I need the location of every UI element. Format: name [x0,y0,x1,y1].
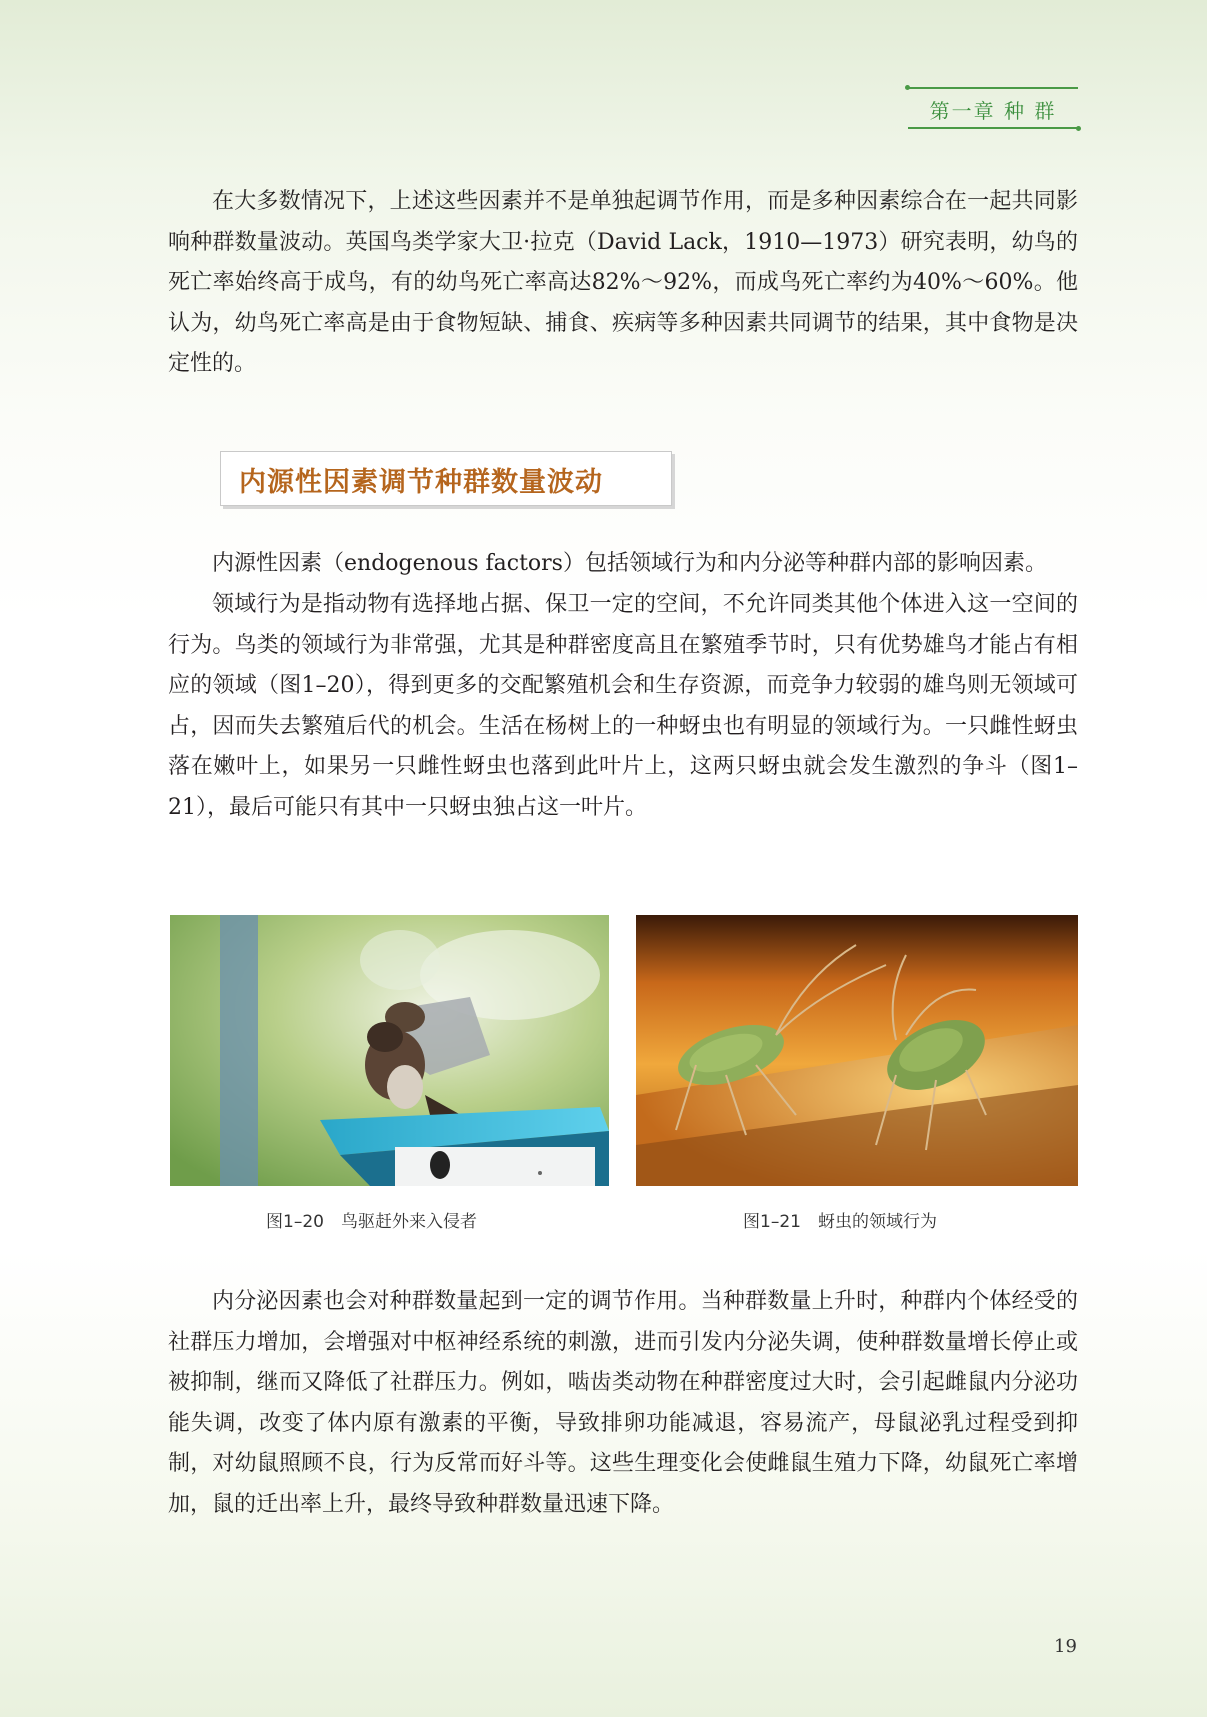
chapter-title: 第一章 种 群 [929,99,1057,123]
figure-caption-1-21: 图1–21 蚜虫的领域行为 [743,1212,937,1232]
paragraph-endogenous: 内源性因素（endogenous factors）包括领域行为和内分泌等种群内部的影响因素。 [212,551,1047,576]
figure-caption-1-20: 图1–20 鸟驱赶外来入侵者 [266,1212,477,1232]
paragraph-territorial: 领域行为是指动物有选择地占据、保卫一定的空间，不允许同类其他个体进入这一空间的行为。鸟类的领域行为非常强，尤其是种群密度高且在繁殖季节时，只有优势雄鸟才能占有相应的领域（图1–20），得到更多的交配繁殖机会和生存资源，而竞争力较弱的雄鸟则无领域可占，因而失去繁殖后代的机会。生活在杨树上的一种蚜虫也有明显的领域行为。一只雌性蚜虫落在嫩叶上，如果另一只雌性蚜虫也落到此叶片上，这两只蚜虫就会发生激烈的争斗（图1–21），最后可能只有其中一只蚜虫独占这一叶片。 [168,592,1078,820]
bird-photo [170,915,609,1186]
paragraph-endocrine: 内分泌因素也会对种群数量起到一定的调节作用。当种群数量上升时，种群内个体经受的社群压力增加，会增强对中枢神经系统的刺激，进而引发内分泌失调，使种群数量增长停止或被抑制，继而又降低了社群压力。例如，啮齿类动物在种群密度过大时，会引起雌鼠内分泌功能失调，改变了体内原有激素的平衡，导致排卵功能减退，容易流产，母鼠泌乳过程受到抑制，对幼鼠照顾不良，行为反常而好斗等。这些生理变化会使雌鼠生殖力下降，幼鼠死亡率增加，鼠的迁出率上升，最终导致种群数量迅速下降。 [168,1289,1078,1517]
chapter-header [908,87,1078,129]
section-title: 内源性因素调节种群数量波动 [239,467,603,498]
aphid-photo [636,915,1078,1186]
section-heading-box [220,451,672,506]
paragraph-intro: 在大多数情况下，上述这些因素并不是单独起调节作用，而是多种因素综合在一起共同影响种群数量波动。英国鸟类学家大卫·拉克（David Lack，1910—1973）研究表明，幼鸟的死亡率始终高于成鸟，有的幼鸟死亡率高达82%～92%，而成鸟死亡率约为40%～60%。他认为，幼鸟死亡率高是由于食物短缺、捕食、疾病等多种因素共同调节的结果，其中食物是决定性的。 [168,189,1078,376]
page-number: 19 [1054,1636,1077,1657]
